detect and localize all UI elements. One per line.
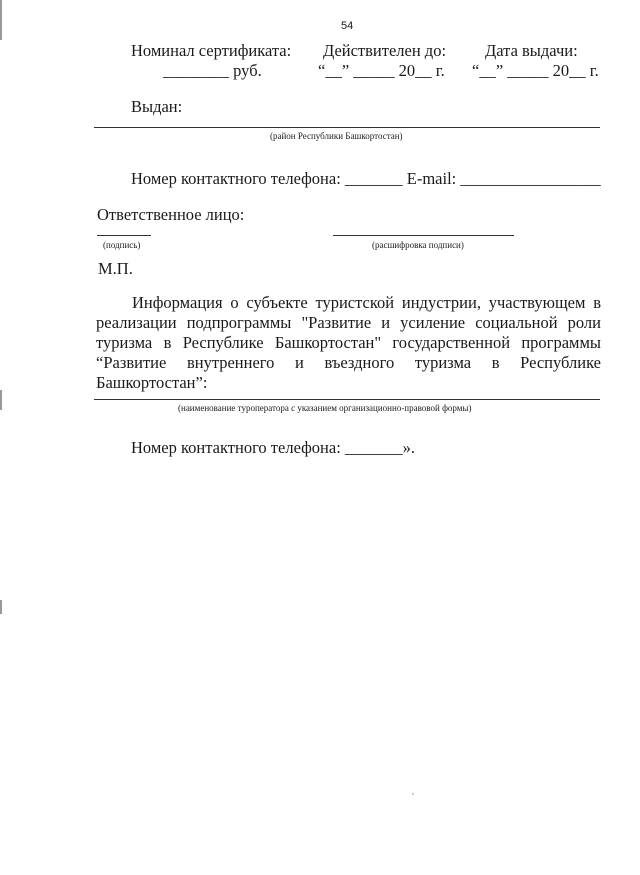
signature-decoding-line [333,235,514,236]
contact-phone-final: Номер контактного телефона: _______». [131,438,416,457]
scan-speck [412,793,414,795]
issued-district-line [94,127,600,128]
scan-edge-mark [0,600,2,614]
scan-edge-mark [0,390,2,410]
page-number: 54 [341,20,354,32]
valid-until-label: Действителен до: [323,41,447,60]
scan-edge-mark [0,0,2,40]
signature-line [97,235,151,236]
info-paragraph [96,293,601,393]
tour-operator-caption: (наименование туроператора с указанием организационно-правовой формы) [178,403,472,413]
nominal-value: ________ руб. [163,61,262,80]
nominal-label: Номинал сертификата: [131,41,292,60]
issue-date-value: “__” _____ 20__ г. [472,61,599,80]
contact-phone-email-line: Номер контактного телефона: _______ E-mail: _________________ [131,169,601,188]
signature-caption: (подпись) [103,240,141,250]
stamp-place: М.П. [98,259,133,278]
tour-operator-line [94,399,600,400]
info-paragraph-text: Информация о субъекте туристской индустрии, участвующем в реализации подпрограммы "Развитие и усиление социальной роли туризма в Республике Башкортостан" государственной программы “Развитие внутреннего и въездного туризма в Республике Башкортостан”: [96,293,601,392]
responsible-person-label: Ответственное лицо: [97,205,245,224]
signature-decoding-caption: (расшифровка подписи) [372,240,464,250]
issue-date-label: Дата выдачи: [485,41,578,60]
valid-until-value: “__” _____ 20__ г. [318,61,445,80]
issued-district-caption: (район Республики Башкортостан) [270,131,403,141]
issued-label: Выдан: [131,97,183,116]
